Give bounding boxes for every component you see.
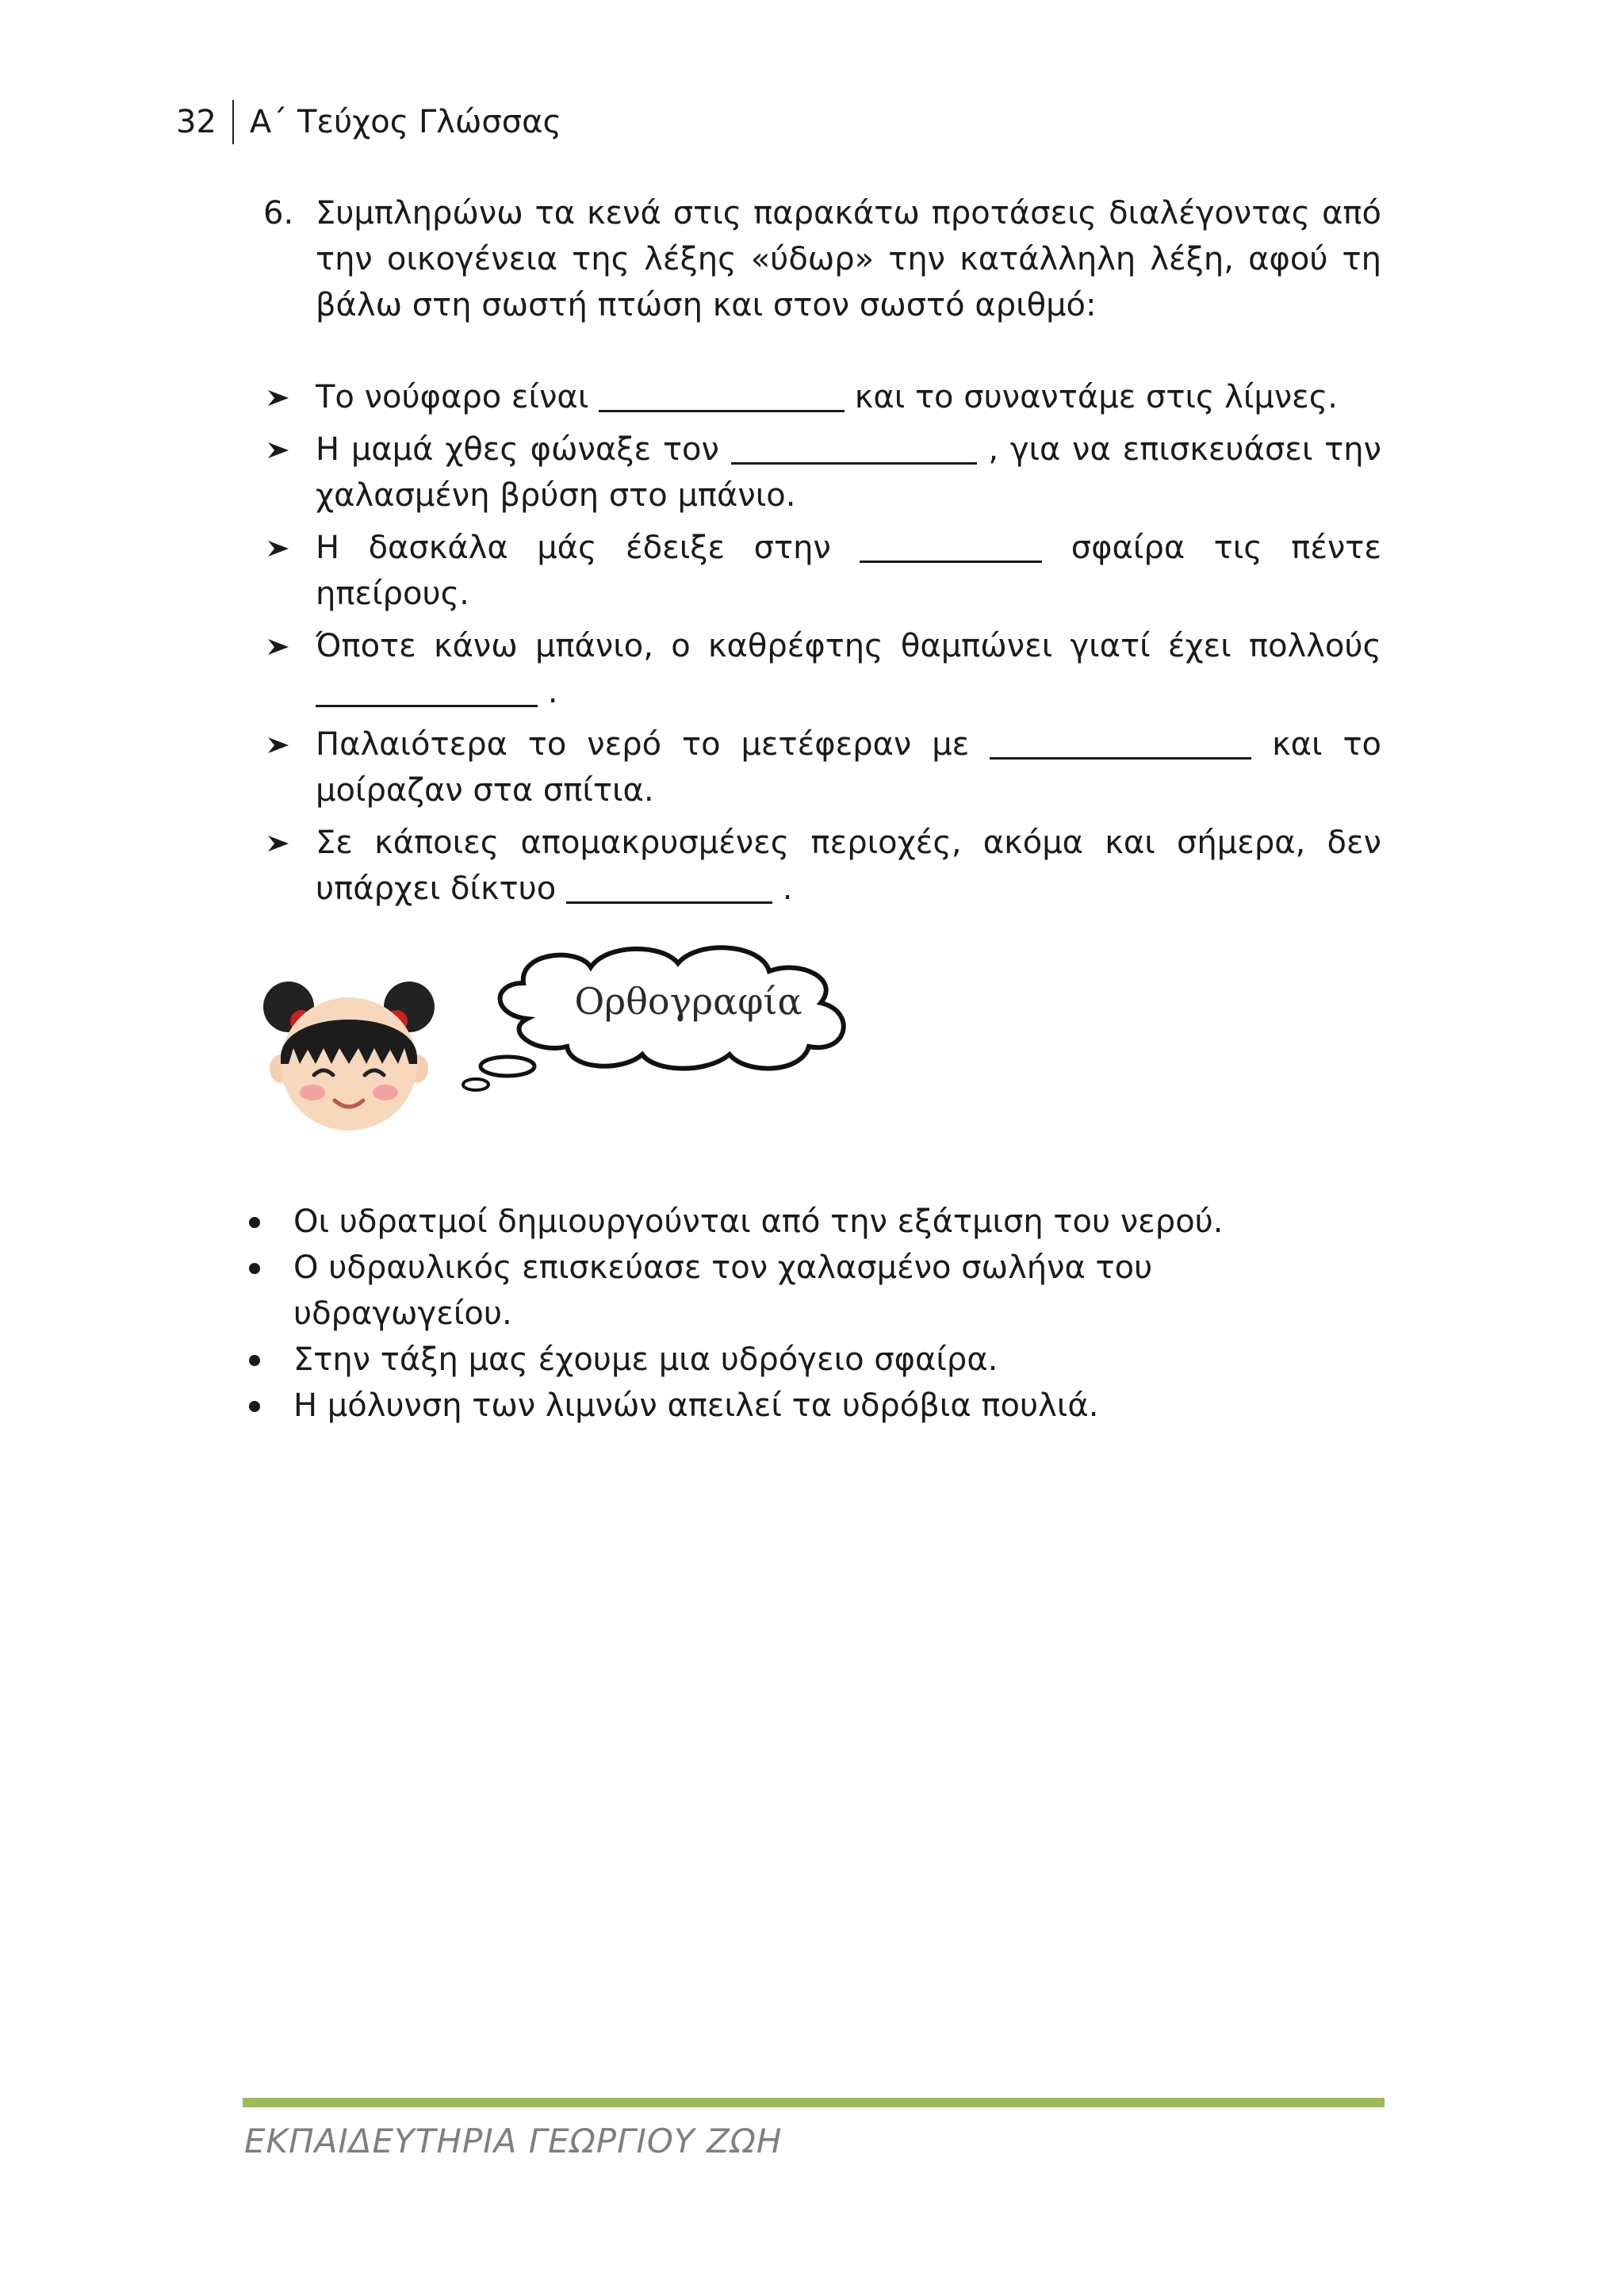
footer-text: ΕΚΠΑΙΔΕΥΤΗΡΙΑ ΓΕΩΡΓΙΟΥ ΖΩΗ <box>244 2122 783 2160</box>
item-text-after: , για να επισκευάσει την χαλασμένη βρύση στο μπάνιο. <box>316 431 1381 514</box>
answer-blank[interactable] <box>990 729 1251 760</box>
book-title: Α΄ Τεύχος Γλώσσας <box>249 104 561 140</box>
exercise-6 <box>263 190 1381 918</box>
arrow-bullet-icon <box>263 623 316 715</box>
footer-divider <box>243 2098 1385 2107</box>
item-text-before: Σε κάποιες απομακρυσμένες περιοχές, ακόμα και σήμερα, δεν υπάρχει δίκτυο <box>316 825 1381 907</box>
exercise-number: 6. <box>263 195 294 232</box>
item-text-after: . <box>547 674 558 710</box>
fill-in-item <box>263 525 1381 617</box>
item-text-before: Το νούφαρο είναι <box>316 379 589 415</box>
fill-in-item <box>263 820 1381 912</box>
arrow-bullet-icon <box>263 721 316 813</box>
sentence-text: Οι υδρατμοί δημιουργούνται από την εξάτμιση του νερού. <box>293 1203 1224 1240</box>
page-number: 32 <box>176 100 234 144</box>
bullet-dot-icon <box>243 1337 293 1383</box>
bullet-dot-icon <box>243 1199 293 1245</box>
bullet-dot-icon <box>243 1245 293 1337</box>
item-text-before: Η μαμά χθες φώναξε τον <box>316 431 719 468</box>
girl-character-icon <box>262 975 436 1134</box>
bullet-dot-icon <box>243 1383 293 1429</box>
answer-blank[interactable] <box>566 873 772 904</box>
answer-blank[interactable] <box>599 381 845 412</box>
list-item <box>243 1245 1353 1337</box>
sentence-text: Στην τάξη μας έχουμε μια υδρόγειο σφαίρα. <box>293 1341 998 1378</box>
spelling-sentences <box>243 1199 1353 1429</box>
page-header <box>176 100 561 144</box>
instruction-text: Συμπληρώνω τα κενά στις παρακάτω προτάσεις διαλέγοντας από την οικογένεια της λέξης «ύδωρ» την κατάλληλη λέξη, αφού τη βάλω στη σωστή πτώση και στον σωστό αριθμό: <box>316 195 1381 323</box>
fill-in-item <box>263 427 1381 519</box>
item-text-after: σφαίρα τις πέντε ηπείρους. <box>316 530 1382 612</box>
spelling-label: Ορθογραφία <box>574 980 802 1023</box>
list-item <box>243 1383 1353 1429</box>
exercise-instruction <box>263 190 1381 328</box>
arrow-bullet-icon <box>263 525 316 617</box>
list-item <box>243 1199 1353 1245</box>
fill-in-item <box>263 623 1381 715</box>
answer-blank[interactable] <box>860 532 1042 563</box>
item-text-after: . <box>782 871 793 907</box>
spelling-section <box>262 936 920 1142</box>
answer-blank[interactable] <box>731 434 977 465</box>
item-text-after: και το συναντάμε στις λίμνες. <box>854 379 1338 415</box>
sentence-text: Ο υδραυλικός επισκεύασε τον χαλασμένο σωλήνα του υδραγωγείου. <box>293 1249 1153 1332</box>
fill-in-item <box>263 374 1381 420</box>
fill-in-item <box>263 721 1381 813</box>
arrow-bullet-icon <box>263 427 316 519</box>
item-text-after: και το μοίραζαν στα σπίτια. <box>316 726 1381 809</box>
sentence-text: Η μόλυνση των λιμνών απειλεί τα υδρόβια πουλιά. <box>293 1387 1099 1424</box>
item-text-before: Η δασκάλα μάς έδειξε στην <box>316 530 831 566</box>
arrow-bullet-icon <box>263 820 316 912</box>
list-item <box>243 1337 1353 1383</box>
fill-in-list <box>263 374 1381 912</box>
item-text-before: Παλαιότερα το νερό το μετέφεραν με <box>316 726 970 763</box>
arrow-bullet-icon <box>263 374 316 420</box>
item-text-before: Όποτε κάνω μπάνιο, ο καθρέφτης θαμπώνει γιατί έχει πολλούς <box>316 628 1381 664</box>
answer-blank[interactable] <box>316 676 538 707</box>
